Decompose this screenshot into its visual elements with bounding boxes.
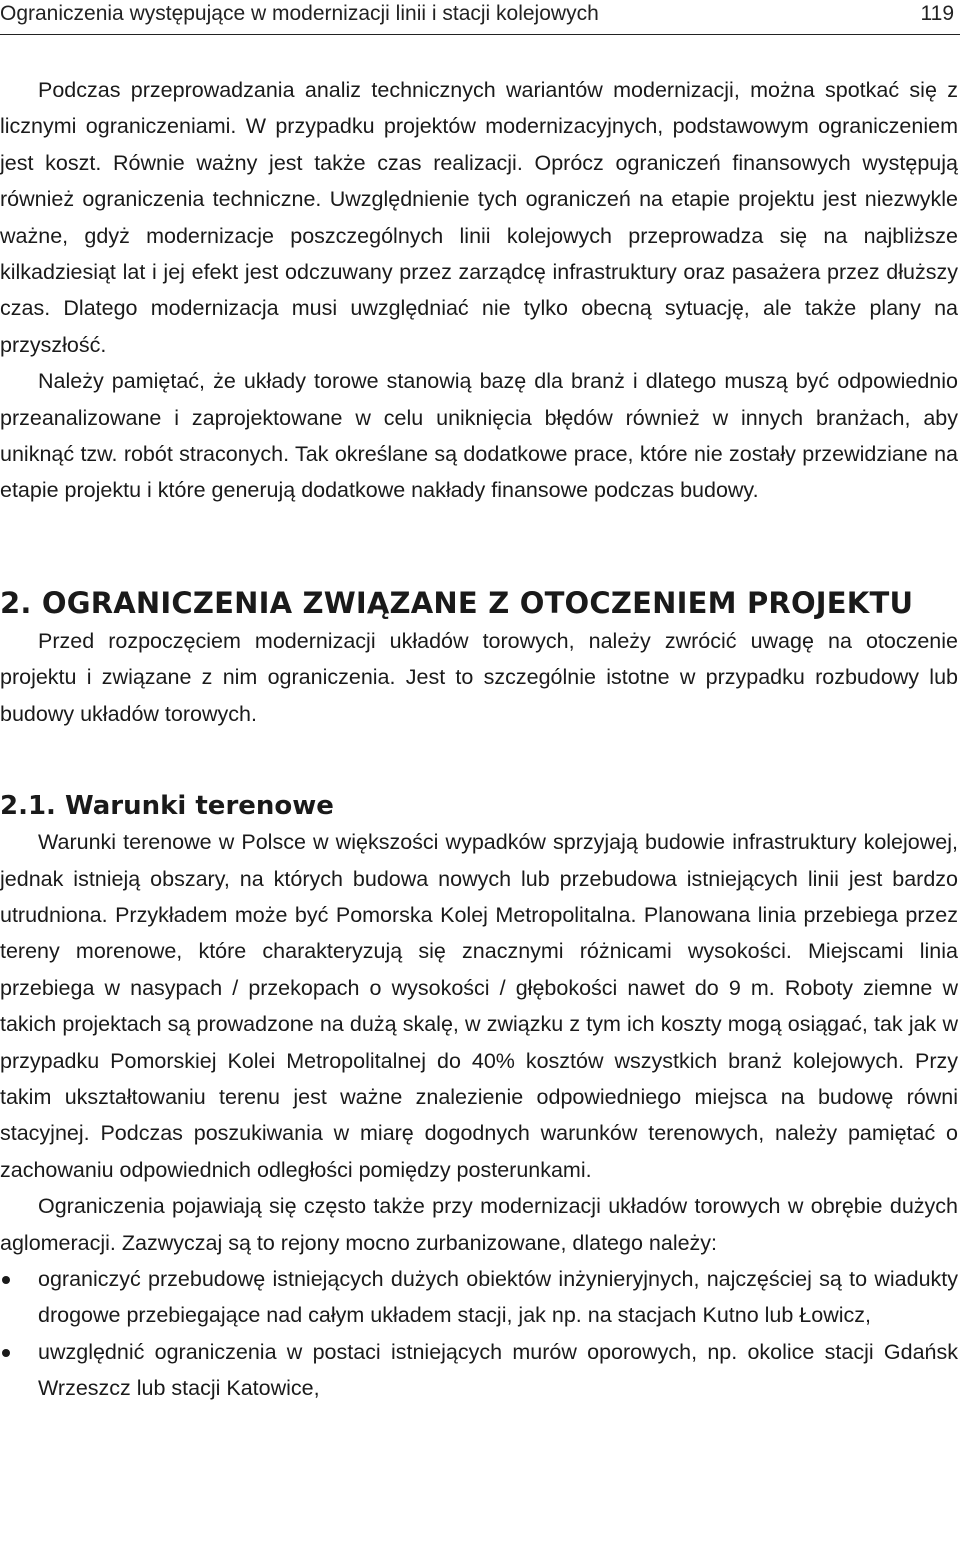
- body-paragraph: Ograniczenia pojawiają się często także przy modernizacji układów torowych w obrębie dużych aglomeracji. Zazwyczaj są to rejony mocno zurbanizowane, dlatego należy:: [0, 1194, 958, 1255]
- page-number: 119: [920, 2, 954, 25]
- page-content: [0, 72, 958, 1407]
- subsection-heading: 2.1. Warunki terenowe: [0, 791, 334, 822]
- bullet-list: [0, 1261, 958, 1407]
- bullet-list-item: [0, 1334, 958, 1407]
- bullet-text: uwzględnić ograniczenia w postaci istniejących murów oporowych, np. okolice stacji Gdańsk Wrzeszcz lub stacji Katowice,: [38, 1339, 958, 1401]
- body-paragraph: Podczas przeprowadzania analiz technicznych wariantów modernizacji, można spotkać się z licznymi ograniczeniami. W przypadku projektów modernizacyjnych, podstawowym ograniczeniem jest koszt. Równie ważny jest także czas realizacji. Oprócz ograniczeń finansowych występują również ograniczenia techniczne. Uwzględnienie tych ograniczeń na etapie projektu jest niezwykle ważne, gdyż modernizacje poszczególnych linii kolejowych przeprowadza się na najbliższe kilkadziesiąt lat i jej efekt jest odczuwany przez zarządcę infrastruktury oraz pasażera przez dłuższy czas. Dlatego modernizacja musi uwzględniać nie tylko obecną sytuację, ale także plany na przyszłość.: [0, 78, 958, 357]
- bullet-text: ograniczyć przebudowę istniejących dużych obiektów inżynieryjnych, najczęściej są to wiadukty drogowe przebiegające nad całym układem stacji, jak np. na stacjach Kutno lub Łowicz,: [38, 1266, 958, 1328]
- bullet-icon: [2, 1276, 10, 1284]
- body-paragraph: Przed rozpoczęciem modernizacji układów torowych, należy zwrócić uwagę na otoczenie projektu i związane z nim ograniczenia. Jest to szczególnie istotne w przypadku rozbudowy lub budowy układów torowych.: [0, 628, 958, 726]
- bullet-icon: [2, 1349, 10, 1357]
- section-heading: 2. OGRANICZENIA ZWIĄZANE Z OTOCZENIEM PROJEKTU: [0, 585, 914, 620]
- body-paragraph: Należy pamiętać, że układy torowe stanowią bazę dla branż i dlatego muszą być odpowiednio przeanalizowane i zaprojektowane w celu uniknięcia błędów również w innych branżach, aby uniknąć tzw. robót straconych. Tak określane są dodatkowe prace, które nie zostały przewidziane na etapie projektu i które generują dodatkowe nakłady finansowe podczas budowy.: [0, 369, 958, 503]
- running-header: [0, 0, 960, 35]
- running-title: Ograniczenia występujące w modernizacji linii i stacji kolejowych: [0, 2, 599, 25]
- body-paragraph: Warunki terenowe w Polsce w większości wypadków sprzyjają budowie infrastruktury kolejowej, jednak istnieją obszary, na których budowa nowych lub przebudowa istniejących linii jest bardzo utrudniona. Przykładem może być Pomorska Kolej Metropolitalna. Planowana linia przebiega przez tereny morenowe, które charakteryzują się znacznymi różnicami wysokości. Miejscami linia przebiega w nasypach / przekopach o wysokości / głębokości nawet do 9 m. Roboty ziemne w takich projektach są prowadzone na dużą skalę, w związku z tym ich koszty mogą osiągać, tak jak w przypadku Pomorskiej Kolei Metropolitalnej do 40% kosztów wszystkich branż kolejowych. Przy takim ukształtowaniu terenu jest ważne znalezienie odpowiedniego miejsca na budowę równi stacyjnej. Podczas poszukiwania w miarę dogodnych warunków terenowych, należy pamiętać o zachowaniu odpowiednich odległości pomiędzy posterunkami.: [0, 830, 958, 1182]
- bullet-list-item: [0, 1261, 958, 1334]
